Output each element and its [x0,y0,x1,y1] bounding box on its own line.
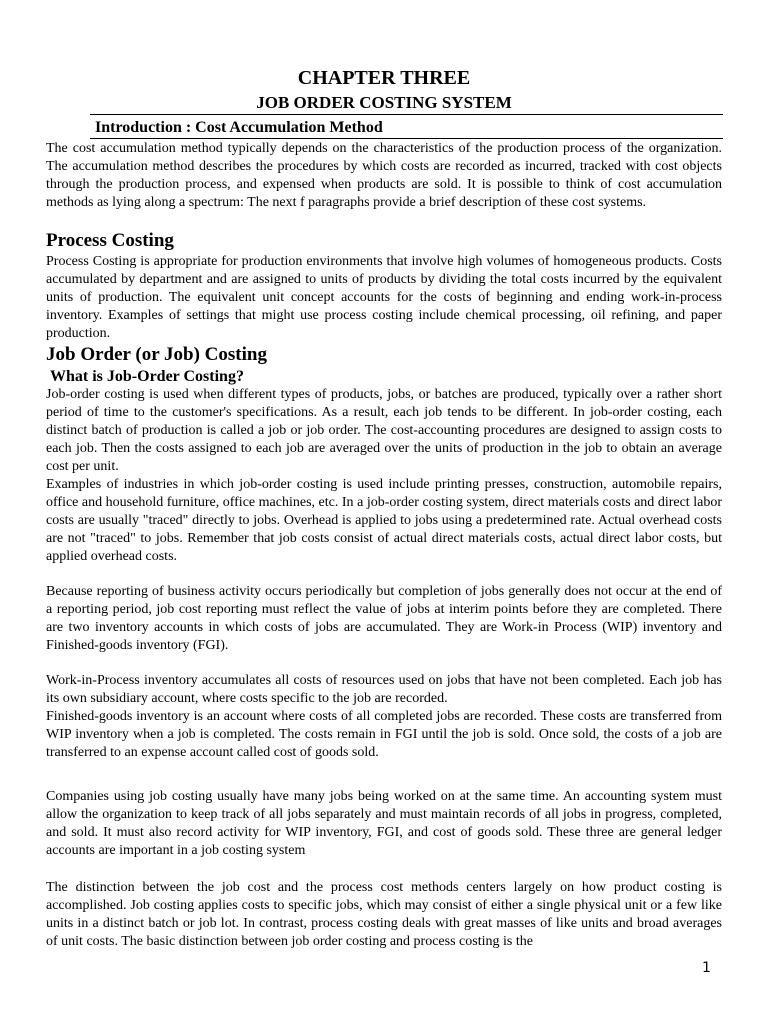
process-costing-heading: Process Costing [46,230,174,251]
paragraph-job-order-definition: Job-order costing is used when different types of products, jobs, or batches are produced, typically over a rather short period of time to the customer's specifications. As a result, each job tends to be different. In job-order costing, each distinct batch of production is called a job or job order. The cost-accounting procedures are designed to assign costs to each job. Then the costs assigned to each job are averaged over the units of production in the job to obtain an average cost per unit. [46,387,722,474]
intro-paragraph: The cost accumulation method typically depends on the characteristics of the production process of the organization. The accumulation method describes the procedures by which costs are recorded as incurred, tracked with cost objects through the production process, and expensed when products are sold. It is possible to think of cost accumulation methods as lying along a spectrum: The next f paragraphs provide a brief description of these cost systems. [46,141,722,210]
intro-heading: Introduction : Cost Accumulation Method [95,119,383,136]
chapter-title: JOB ORDER COSTING SYSTEM [256,93,512,112]
page-number: 1 [702,960,711,976]
what-is-job-order-heading: What is Job-Order Costing? [50,368,244,385]
chapter-label: CHAPTER THREE [297,67,471,89]
job-costing-heading: Job Order (or Job) Costing [46,344,267,365]
process-costing-paragraph: Process Costing is appropriate for production environments that involve high volumes of homogeneous products. Costs accumulated by department and are assigned to units of products by dividing the total costs incurred by the equivalent units of production. The equivalent unit concept accounts for the costs of beginning and ending work-in-process inventory. Examples of settings that might use process costing include chemical processing, oil refining, and paper production. [46,254,722,341]
title-rule-top [90,114,723,115]
paragraph-reporting: Because reporting of business activity occurs periodically but completion of jobs generally does not occur at the end of a reporting period, job cost reporting must reflect the value of jobs at interim points before they are completed. There are two inventory accounts in which costs of jobs are accumulated. They are Work-in Process (WIP) inventory and Finished-goods inventory (FGI). [46,584,722,653]
paragraph-companies: Companies using job costing usually have many jobs being worked on at the same time. An accounting system must allow the organization to keep track of all jobs separately and must maintain records of all jobs in progress, completed, and sold. It must also record activity for WIP inventory, FGI, and cost of goods sold. These three are general ledger accounts are important in a job costing system [46,789,722,858]
paragraph-wip: Work-in-Process inventory accumulates all costs of resources used on jobs that have not been completed. Each job has its own subsidiary account, where costs specific to the job are recorded. [46,673,722,706]
paragraph-industry-examples: Examples of industries in which job-order costing is used include printing presses, construction, automobile repairs, office and household furniture, office machines, etc. In a job-order costing system, direct materials costs and direct labor costs are usually "traced" directly to jobs. Overhead is applied to jobs using a predetermined rate. Actual overhead costs are not "traced" to jobs. Remember that job costs consist of actual direct materials costs, actual direct labor costs, but applied overhead costs. [46,477,722,564]
title-rule-bottom [90,138,723,139]
paragraph-distinction: The distinction between the job cost and the process cost methods centers largely on how product costing is accomplished. Job costing applies costs to specific jobs, which may consist of either a single physical unit or a few like units in a distinct batch or job lot. In contrast, process costing deals with great masses of like units and broad averages of unit costs. The basic distinction between job order costing and process costing is the [46,880,722,949]
paragraph-fgi: Finished-goods inventory is an account where costs of all completed jobs are recorded. These costs are transferred from WIP inventory when a job is completed. The costs remain in FGI until the job is sold. Once sold, the costs of a job are transferred to an expense account called cost of goods sold. [46,709,722,760]
